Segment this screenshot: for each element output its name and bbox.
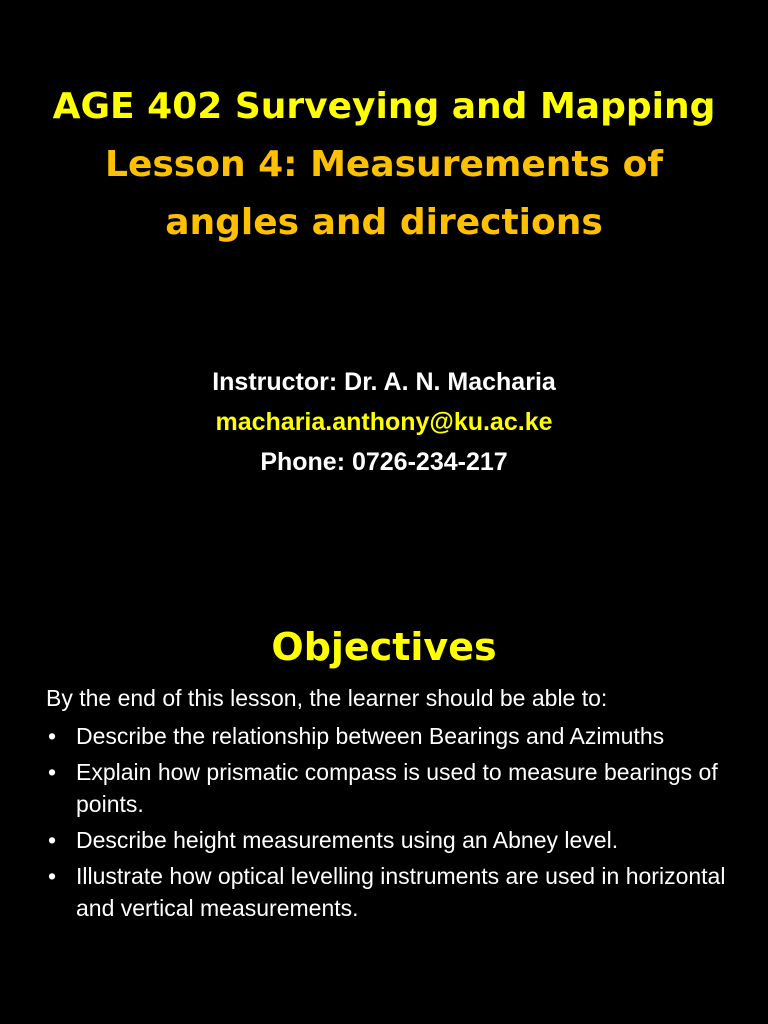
instructor-phone: Phone: 0726-234-217 [260,448,508,476]
instructor-name: Instructor: Dr. A. N. Macharia [212,368,556,396]
objective-text: Explain how prismatic compass is used to measure bearings of points. [76,759,718,817]
objectives-slide [0,512,768,1024]
list-item [46,824,728,856]
objectives-list [46,720,728,924]
objectives-heading: Objectives [271,625,497,669]
bullet-icon: • [48,759,57,785]
objective-text: Describe height measurements using an Abney level. [76,827,619,853]
list-item [46,720,728,752]
bullet-icon: • [48,827,57,853]
instructor-block [0,362,768,482]
list-item [46,756,728,820]
title-block [0,78,768,252]
instructor-email: macharia.anthony@ku.ac.ke [215,408,553,436]
objectives-intro: By the end of this lesson, the learner should be able to: [46,685,608,711]
lesson-title: Lesson 4: Measurements of angles and directions [105,144,663,243]
objective-text: Illustrate how optical levelling instruments are used in horizontal and vertical measurements. [76,863,726,921]
bullet-icon: • [48,863,57,889]
list-item [46,860,728,924]
bullet-icon: • [48,723,57,749]
course-title: AGE 402 Surveying and Mapping [52,86,716,127]
objective-text: Describe the relationship between Bearings and Azimuths [76,723,665,749]
objectives-body [46,682,728,928]
